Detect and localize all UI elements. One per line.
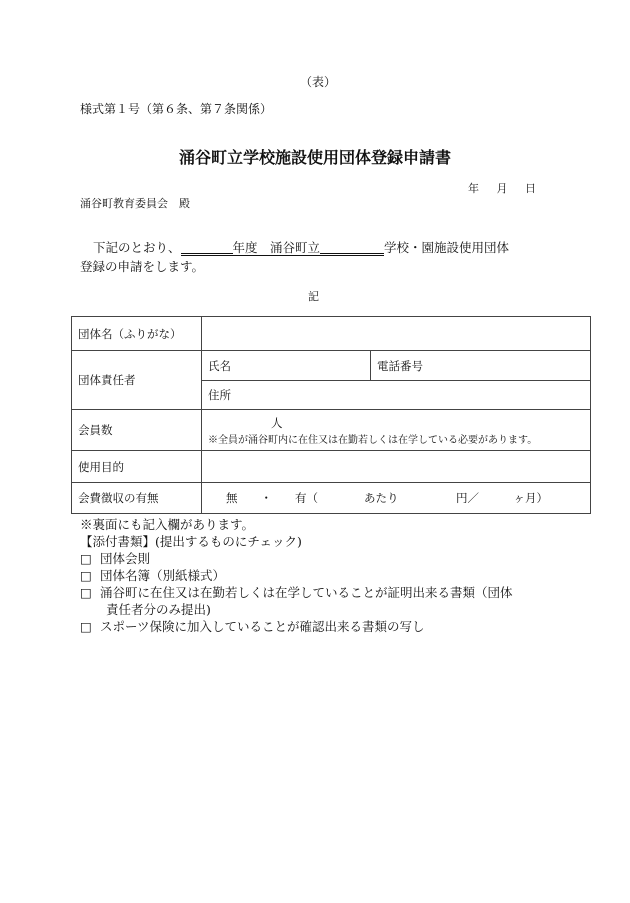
- name-label: 氏名: [208, 358, 231, 373]
- members-label: 会員数: [72, 410, 202, 451]
- checkbox-icon[interactable]: □: [80, 551, 92, 566]
- table-row: [72, 451, 591, 483]
- members-note: ※全員が涌谷町内に在住又は在勤若しくは在学している必要があります。: [208, 434, 538, 446]
- attachment-label: 涌谷町に在住又は在勤若しくは在学していることが証明出来る書類（団体: [99, 585, 513, 600]
- attachment-item: [80, 618, 560, 635]
- address-label: 住所: [208, 388, 231, 402]
- side-label: （表）: [300, 75, 337, 89]
- leader-address-field[interactable]: [202, 381, 591, 410]
- application-sentence-line2: 登録の申請をします。: [80, 259, 205, 274]
- phone-label: 電話番号: [377, 358, 423, 373]
- sentence-prefix: 下記のとおり、: [93, 240, 181, 255]
- attachment-label: 団体会則: [99, 551, 150, 566]
- application-sentence: [93, 238, 509, 256]
- date-month: 月: [496, 182, 508, 195]
- date-year: 年: [468, 182, 479, 195]
- checkbox-icon[interactable]: □: [80, 619, 92, 634]
- attachment-item-continuation: 責任者分のみ提出): [106, 602, 211, 617]
- leader-phone-field[interactable]: [371, 351, 591, 381]
- fee-field[interactable]: 無 ・ 有（ あたり 円／ ヶ月）: [202, 483, 591, 514]
- back-note: ※裏面にも記入欄があります。: [80, 517, 255, 532]
- table-row: [72, 483, 591, 514]
- addressee: 涌谷町教育委員会 殿: [80, 197, 190, 210]
- table-row: [72, 351, 591, 381]
- date-line: [468, 180, 536, 196]
- attachment-label: スポーツ保険に加入していることが確認出来る書類の写し: [99, 619, 425, 634]
- group-name-field[interactable]: [202, 317, 591, 351]
- form-number: 様式第１号（第６条、第７条関係）: [80, 102, 273, 116]
- attachment-item: [80, 550, 560, 567]
- attachment-label: 団体名簿（別紙様式）: [99, 568, 225, 583]
- checkbox-icon[interactable]: □: [80, 568, 92, 583]
- school-blank[interactable]: [320, 240, 384, 254]
- year-blank[interactable]: [181, 240, 233, 254]
- document-title: 涌谷町立学校施設使用団体登録申請書: [178, 148, 451, 167]
- purpose-label: 使用目的: [72, 451, 202, 483]
- application-table: [71, 316, 591, 514]
- attachment-item: [80, 584, 560, 601]
- year-fill-line[interactable]: [181, 240, 385, 256]
- attachments-header: 【添付書類】(提出するものにチェック): [80, 534, 302, 549]
- date-day: 日: [525, 182, 536, 195]
- fee-label: 会費徴収の有無: [72, 483, 202, 514]
- attachment-item: [80, 567, 560, 584]
- members-unit: 人: [271, 415, 283, 430]
- table-row: [72, 410, 591, 451]
- leader-label: 団体責任者: [72, 351, 202, 410]
- group-name-label: 団体名（ふりがな）: [72, 317, 202, 351]
- members-field[interactable]: [202, 410, 591, 451]
- attachments-section: [80, 516, 560, 635]
- sentence-nendo: 年度 涌谷町立: [232, 240, 321, 255]
- ki-label: 記: [308, 290, 319, 303]
- checkbox-icon[interactable]: □: [80, 585, 92, 600]
- sentence-school: 学校・園施設使用団体: [384, 240, 510, 255]
- table-row: [72, 317, 591, 351]
- purpose-field[interactable]: [202, 451, 591, 483]
- leader-name-field[interactable]: [202, 351, 371, 381]
